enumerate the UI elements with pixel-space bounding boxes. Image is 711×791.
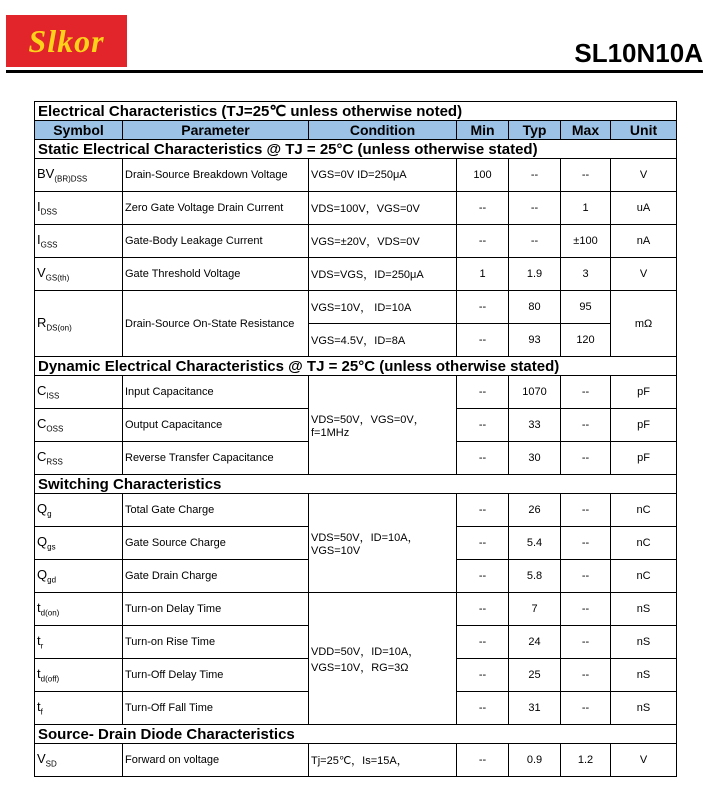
- part-number: SL10N10A: [574, 38, 703, 68]
- cond-cell: VDD=50V，ID=10A，VGS=10V，RG=3Ω: [309, 593, 457, 725]
- min-cell: 100: [457, 159, 509, 192]
- symbol: C: [37, 383, 47, 399]
- param-cell: Zero Gate Voltage Drain Current: [123, 192, 309, 225]
- unit-cell: nS: [611, 659, 677, 692]
- max-cell: --: [561, 560, 611, 593]
- header-divider: [6, 70, 703, 73]
- symbol: Q: [37, 567, 48, 583]
- param-cell: Gate Drain Charge: [123, 560, 309, 593]
- symbol-sub: OSS: [46, 424, 64, 434]
- table-row: [35, 291, 677, 324]
- symbol-cell: [35, 659, 123, 692]
- param-cell: Turn-Off Delay Time: [123, 659, 309, 692]
- symbol-cell: [35, 626, 123, 659]
- symbol: t: [37, 666, 41, 682]
- symbol-sub: DS(on): [46, 323, 72, 333]
- cond-cell: VGS=4.5V，ID=8A: [309, 324, 457, 357]
- col-parameter: Parameter: [123, 121, 309, 140]
- max-cell: --: [561, 376, 611, 409]
- symbol: Q: [37, 534, 48, 550]
- max-cell: --: [561, 659, 611, 692]
- cond-cell: VDS=VGS，ID=250μA: [309, 258, 457, 291]
- col-min: Min: [457, 121, 509, 140]
- max-cell: --: [561, 494, 611, 527]
- min-cell: --: [457, 409, 509, 442]
- min-cell: --: [457, 744, 509, 777]
- typ-cell: 0.9: [509, 744, 561, 777]
- min-cell: --: [457, 291, 509, 324]
- symbol-sub: DSS: [40, 207, 58, 217]
- min-cell: --: [457, 192, 509, 225]
- unit-cell: nS: [611, 692, 677, 725]
- section-dynamic: Dynamic Electrical Characteristics @ TJ = 25°C (unless otherwise stated): [35, 357, 677, 376]
- max-cell: 1: [561, 192, 611, 225]
- typ-cell: 31: [509, 692, 561, 725]
- brand-logo: [6, 15, 127, 67]
- col-symbol: Symbol: [35, 121, 123, 140]
- col-unit: Unit: [611, 121, 677, 140]
- unit-cell: nS: [611, 626, 677, 659]
- cond-cell: Tj=25℃，Is=15A，: [309, 744, 457, 777]
- table-row: [35, 744, 677, 777]
- unit-cell: V: [611, 159, 677, 192]
- symbol: I: [37, 199, 41, 215]
- param-cell: Forward on voltage: [123, 744, 309, 777]
- param-cell: Output Capacitance: [123, 409, 309, 442]
- typ-cell: 5.8: [509, 560, 561, 593]
- min-cell: --: [457, 494, 509, 527]
- max-cell: 1.2: [561, 744, 611, 777]
- symbol: Q: [37, 501, 48, 517]
- symbol: t: [37, 600, 41, 616]
- table-row: [35, 225, 677, 258]
- cond-cell: VGS=±20V，VDS=0V: [309, 225, 457, 258]
- symbol-cell: [35, 192, 123, 225]
- max-cell: 120: [561, 324, 611, 357]
- cond-cell: VGS=10V， ID=10A: [309, 291, 457, 324]
- param-cell: Gate Source Charge: [123, 527, 309, 560]
- typ-cell: 5.4: [509, 527, 561, 560]
- symbol-cell: [35, 258, 123, 291]
- symbol-sub: r: [40, 641, 44, 651]
- max-cell: 95: [561, 291, 611, 324]
- max-cell: 3: [561, 258, 611, 291]
- max-cell: ±100: [561, 225, 611, 258]
- unit-cell: pF: [611, 409, 677, 442]
- symbol-cell: [35, 376, 123, 409]
- typ-cell: 93: [509, 324, 561, 357]
- typ-cell: 80: [509, 291, 561, 324]
- param-cell: Gate-Body Leakage Current: [123, 225, 309, 258]
- cond-cell: VDS=50V，ID=10A，VGS=10V: [309, 494, 457, 593]
- max-cell: --: [561, 593, 611, 626]
- symbol-sub: d(off): [40, 674, 60, 684]
- symbol: BV: [37, 166, 55, 182]
- typ-cell: --: [509, 192, 561, 225]
- param-cell: Drain-Source On-State Resistance: [123, 291, 309, 357]
- col-typ: Typ: [509, 121, 561, 140]
- unit-cell: nC: [611, 560, 677, 593]
- symbol: R: [37, 314, 47, 330]
- unit-cell: V: [611, 744, 677, 777]
- min-cell: --: [457, 593, 509, 626]
- section-static: Static Electrical Characteristics @ TJ = 25°C (unless otherwise stated): [35, 140, 677, 159]
- table-row: [35, 376, 677, 409]
- symbol-sub: RSS: [46, 457, 63, 467]
- unit-cell: pF: [611, 442, 677, 475]
- symbol-cell: [35, 159, 123, 192]
- symbol-cell: [35, 442, 123, 475]
- cond-cell: VDS=50V，VGS=0V，f=1MHz: [309, 376, 457, 475]
- symbol-cell: [35, 692, 123, 725]
- max-cell: --: [561, 159, 611, 192]
- symbol-cell: [35, 527, 123, 560]
- unit-cell: uA: [611, 192, 677, 225]
- col-max: Max: [561, 121, 611, 140]
- symbol-sub: ISS: [46, 391, 60, 401]
- typ-cell: 25: [509, 659, 561, 692]
- table-row: [35, 192, 677, 225]
- logo-text: Slkor: [28, 23, 105, 59]
- symbol-cell: [35, 744, 123, 777]
- section-switching: Switching Characteristics: [35, 475, 677, 494]
- typ-cell: --: [509, 225, 561, 258]
- typ-cell: 1070: [509, 376, 561, 409]
- unit-cell: nA: [611, 225, 677, 258]
- unit-cell: nS: [611, 593, 677, 626]
- typ-cell: 1.9: [509, 258, 561, 291]
- electrical-characteristics-table: [34, 101, 677, 777]
- typ-cell: 33: [509, 409, 561, 442]
- min-cell: --: [457, 659, 509, 692]
- cond-cell: VGS=0V ID=250μA: [309, 159, 457, 192]
- min-cell: --: [457, 376, 509, 409]
- symbol: t: [37, 633, 41, 649]
- param-cell: Turn-on Delay Time: [123, 593, 309, 626]
- typ-cell: 30: [509, 442, 561, 475]
- param-cell: Turn-on Rise Time: [123, 626, 309, 659]
- unit-cell: mΩ: [611, 291, 677, 357]
- typ-cell: 26: [509, 494, 561, 527]
- table-row: [35, 494, 677, 527]
- table-title: Electrical Characteristics (TJ=25℃ unless otherwise noted): [35, 102, 677, 121]
- param-cell: Total Gate Charge: [123, 494, 309, 527]
- symbol: C: [37, 416, 47, 432]
- section-diode: Source- Drain Diode Characteristics: [35, 725, 677, 744]
- unit-cell: pF: [611, 376, 677, 409]
- min-cell: --: [457, 527, 509, 560]
- symbol-sub: gd: [47, 575, 57, 585]
- max-cell: --: [561, 442, 611, 475]
- typ-cell: --: [509, 159, 561, 192]
- param-cell: Input Capacitance: [123, 376, 309, 409]
- min-cell: --: [457, 225, 509, 258]
- symbol-cell: [35, 409, 123, 442]
- min-cell: --: [457, 626, 509, 659]
- symbol: V: [37, 265, 46, 281]
- table-row: [35, 258, 677, 291]
- symbol-cell: [35, 225, 123, 258]
- typ-cell: 7: [509, 593, 561, 626]
- symbol-sub: SD: [45, 759, 57, 769]
- param-cell: Reverse Transfer Capacitance: [123, 442, 309, 475]
- symbol-cell: [35, 593, 123, 626]
- symbol-sub: GS(th): [45, 273, 70, 283]
- table-row: [35, 159, 677, 192]
- unit-cell: nC: [611, 494, 677, 527]
- header-row: [35, 121, 677, 140]
- symbol-sub: g: [47, 509, 52, 519]
- min-cell: --: [457, 692, 509, 725]
- unit-cell: nC: [611, 527, 677, 560]
- min-cell: --: [457, 442, 509, 475]
- min-cell: 1: [457, 258, 509, 291]
- max-cell: --: [561, 409, 611, 442]
- symbol: C: [37, 449, 47, 465]
- symbol-cell: [35, 494, 123, 527]
- col-condition: Condition: [309, 121, 457, 140]
- min-cell: --: [457, 324, 509, 357]
- symbol-sub: (BR)DSS: [54, 174, 88, 184]
- symbol-sub: gs: [47, 542, 56, 552]
- symbol: V: [37, 751, 46, 767]
- symbol: I: [37, 232, 41, 248]
- symbol-cell: [35, 560, 123, 593]
- unit-cell: V: [611, 258, 677, 291]
- cond-cell: VDS=100V，VGS=0V: [309, 192, 457, 225]
- max-cell: --: [561, 692, 611, 725]
- param-cell: Drain-Source Breakdown Voltage: [123, 159, 309, 192]
- table-row: [35, 593, 677, 626]
- param-cell: Turn-Off Fall Time: [123, 692, 309, 725]
- min-cell: --: [457, 560, 509, 593]
- symbol-cell: [35, 291, 123, 357]
- symbol-sub: d(on): [40, 608, 60, 618]
- max-cell: --: [561, 626, 611, 659]
- symbol: t: [37, 699, 41, 715]
- symbol-sub: GSS: [40, 240, 58, 250]
- max-cell: --: [561, 527, 611, 560]
- symbol-sub: f: [40, 707, 43, 717]
- typ-cell: 24: [509, 626, 561, 659]
- param-cell: Gate Threshold Voltage: [123, 258, 309, 291]
